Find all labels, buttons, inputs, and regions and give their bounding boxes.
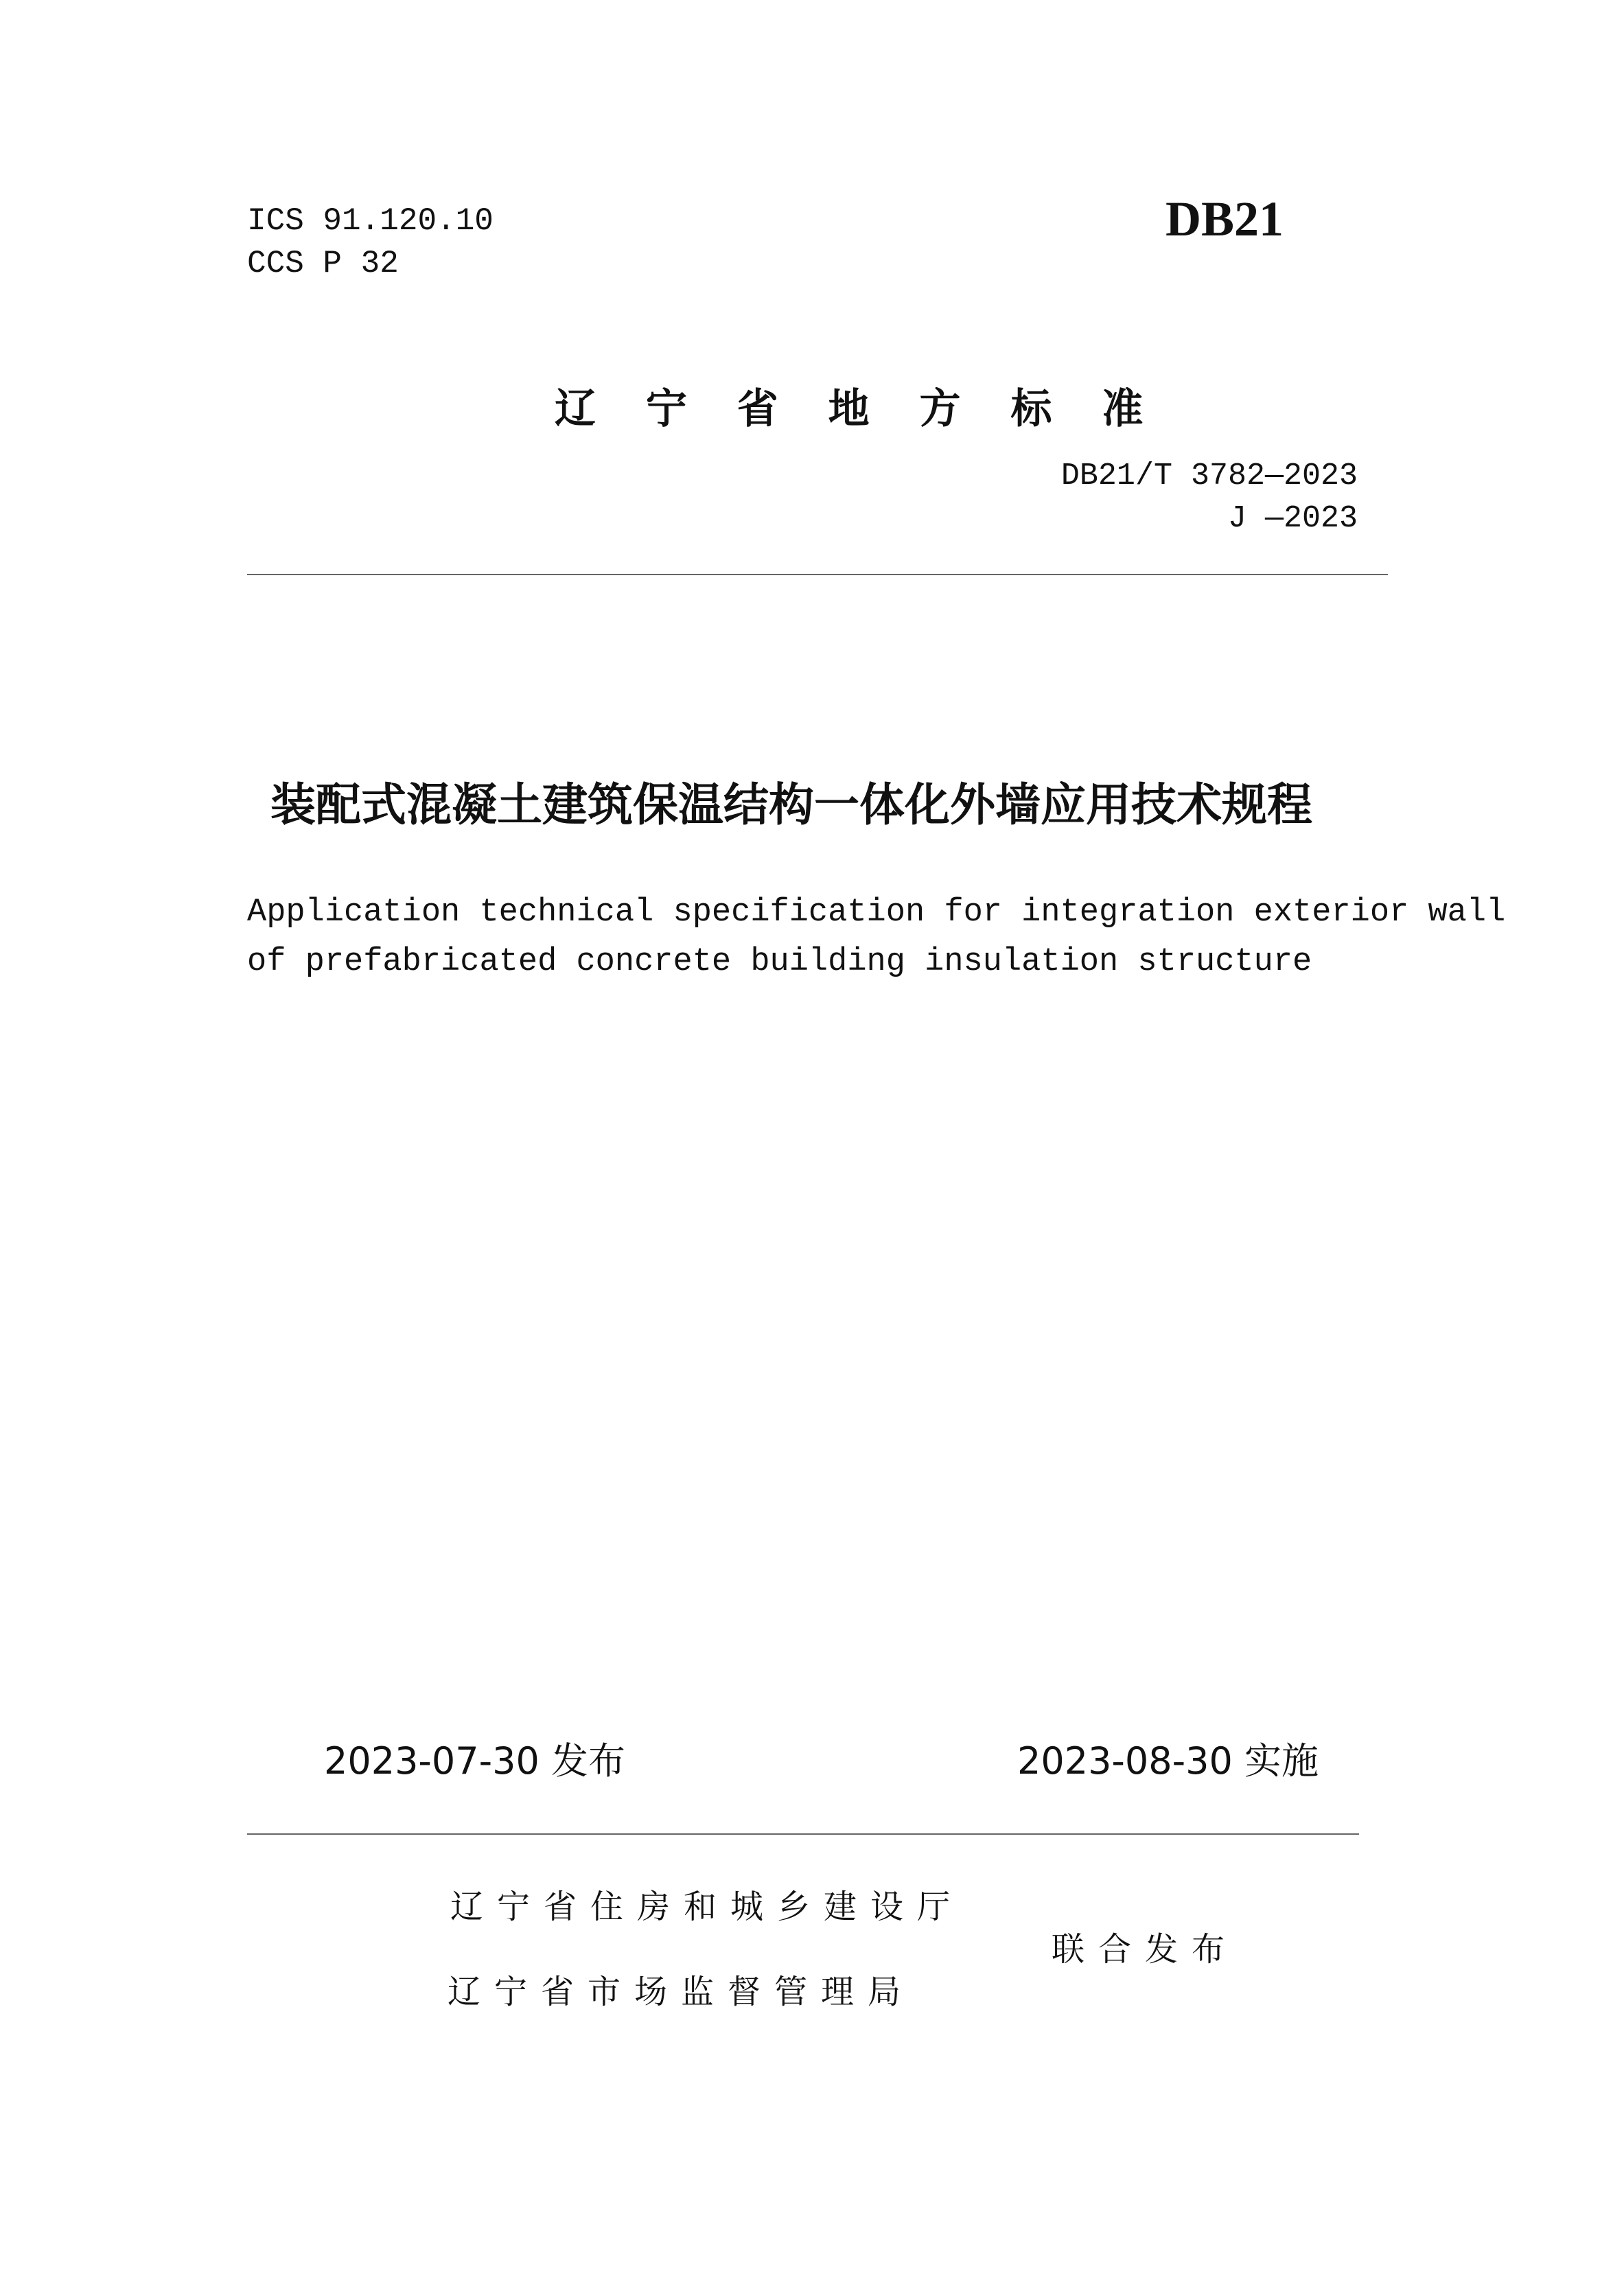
issuing-agency-housing: 辽宁省住房和城乡建设厅 [450, 1888, 964, 1926]
issue-date: 2023-07-30 发布 [324, 1739, 625, 1783]
header-divider [247, 574, 1388, 575]
ccs-code: CCS P 32 [247, 246, 399, 281]
joint-issue-label: 联合发布 [1052, 1930, 1239, 1969]
footer-divider [247, 1833, 1359, 1835]
english-title-line-1: Application technical specification for integration exterior wall [247, 894, 1506, 931]
standard-category-title: 辽 宁 省 地 方 标 准 [555, 385, 1161, 433]
ics-code: ICS 91.120.10 [247, 203, 494, 239]
english-title-line-2: of prefabricated concrete building insulation structure [247, 944, 1312, 980]
standard-number: DB21/T 3782—2023 [1060, 459, 1358, 494]
record-number: J —2023 [1227, 501, 1358, 536]
chinese-title: 装配式混凝土建筑保温结构一体化外墙应用技术规程 [270, 778, 1312, 831]
implementation-date: 2023-08-30 实施 [1017, 1739, 1319, 1783]
issuing-agency-market: 辽宁省市场监督管理局 [448, 1973, 915, 2011]
db-mark: DB21 [1165, 192, 1284, 246]
